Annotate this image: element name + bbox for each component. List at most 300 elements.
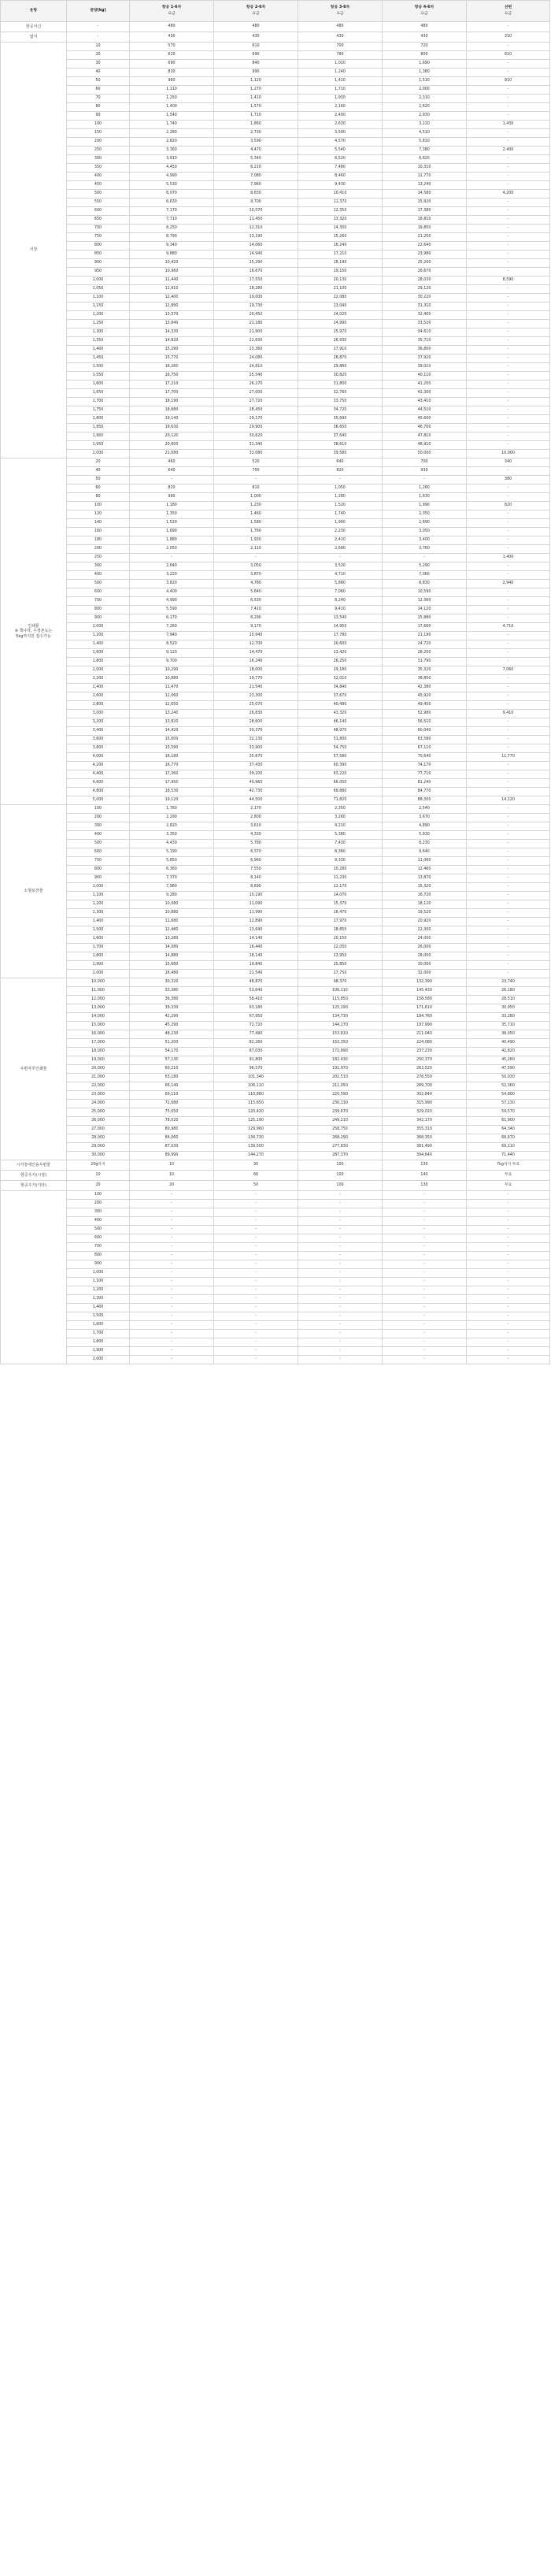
weight-cell: 1,950 xyxy=(67,441,130,450)
rate-cell: 120,420 xyxy=(214,1108,298,1117)
rate-cell: 19,630 xyxy=(130,424,214,432)
rate-cell: 39,010 xyxy=(383,363,467,372)
category-cell xyxy=(1,1191,67,1364)
rate-cell: 58,410 xyxy=(214,996,298,1004)
rate-cell: 18,850 xyxy=(298,926,383,935)
table-row xyxy=(1,727,550,736)
table-row xyxy=(1,1321,550,1330)
header-weight xyxy=(67,1,130,22)
table-row xyxy=(1,268,550,277)
table-row xyxy=(1,406,550,415)
rate-cell: 22,640 xyxy=(383,242,467,251)
rate-cell: 8,290 xyxy=(214,614,298,623)
rate-cell: 9,880 xyxy=(130,251,214,259)
rate-cell: 32,400 xyxy=(383,311,467,320)
table-row xyxy=(1,788,550,796)
rate-cell: 12,360 xyxy=(383,597,467,606)
header-zone-4 xyxy=(383,1,467,22)
rate-cell: - xyxy=(383,1278,467,1286)
weight-cell: 25,000 xyxy=(67,1108,130,1117)
rate-cell: - xyxy=(467,510,550,519)
rate-cell: 61,900 xyxy=(467,1117,550,1126)
rate-cell: - xyxy=(383,554,467,562)
rate-cell: 197,990 xyxy=(383,1022,467,1030)
rate-cell: 810 xyxy=(214,484,298,493)
rate-cell: 1,050 xyxy=(298,484,383,493)
rate-cell: 191,970 xyxy=(298,1065,383,1074)
rate-cell: 75,050 xyxy=(130,1108,214,1117)
rate-cell: - xyxy=(467,762,550,770)
rate-cell: 20 xyxy=(130,1181,214,1191)
rate-cell: - xyxy=(467,337,550,346)
weight-cell: 40 xyxy=(67,69,130,77)
table-row xyxy=(1,1013,550,1022)
table-row xyxy=(1,1234,550,1243)
rate-cell: 24,720 xyxy=(383,640,467,649)
rate-cell: 1,540 xyxy=(130,112,214,121)
weight-cell: 1,100 xyxy=(67,892,130,900)
rate-cell: 700 xyxy=(214,467,298,476)
rate-cell: - xyxy=(383,1234,467,1243)
table-row xyxy=(1,1134,550,1143)
rate-cell: 6,070 xyxy=(130,190,214,199)
weight-cell: 2,000 xyxy=(67,450,130,458)
rate-cell: - xyxy=(467,597,550,606)
rate-cell: 6,370 xyxy=(214,848,298,857)
rate-cell: 570 xyxy=(130,43,214,51)
weight-cell: 700 xyxy=(67,857,130,866)
table-row xyxy=(1,952,550,961)
rate-cell: 6,520 xyxy=(298,155,383,164)
table-row xyxy=(1,259,550,268)
weight-cell: 150 xyxy=(67,129,130,138)
rate-cell: 5,340 xyxy=(214,155,298,164)
rate-cell: 42,380 xyxy=(383,684,467,692)
rate-cell: 14,950 xyxy=(298,623,383,632)
weight-cell: 1,000 xyxy=(67,883,130,892)
rate-cell: - xyxy=(467,632,550,640)
table-row xyxy=(1,1269,550,1278)
rate-cell: - xyxy=(467,571,550,580)
weight-cell: 1,100 xyxy=(67,1278,130,1286)
rate-cell: 29,120 xyxy=(383,285,467,294)
rate-cell: 37,670 xyxy=(298,692,383,701)
table-row xyxy=(1,432,550,441)
rate-cell: 610 xyxy=(130,51,214,60)
rate-cell: - xyxy=(467,398,550,406)
category-cell: 인쇄물 ※ 책나라, 우정본도는 5kg까지만 접수가능 xyxy=(1,458,67,805)
rate-cell: 2,400 xyxy=(298,112,383,121)
rate-cell: 46,140 xyxy=(298,718,383,727)
weight-cell: 100 xyxy=(67,121,130,129)
weight-cell: 21,000 xyxy=(67,1074,130,1082)
rate-cell: 12,480 xyxy=(130,926,214,935)
rate-cell: 610 xyxy=(214,43,298,51)
weight-cell: 4,000 xyxy=(67,753,130,762)
rate-cell: - xyxy=(298,1217,383,1226)
table-row xyxy=(1,155,550,164)
rate-cell: - xyxy=(298,476,383,484)
rate-cell: 3,530 xyxy=(298,562,383,571)
rate-cell: 263,520 xyxy=(383,1065,467,1074)
rate-cell: 830 xyxy=(130,69,214,77)
weight-cell: 1,100 xyxy=(67,294,130,303)
weight-cell: 500 xyxy=(67,580,130,588)
rate-cell: 2,110 xyxy=(214,545,298,554)
rate-cell: 640 xyxy=(298,458,383,467)
rate-cell: - xyxy=(467,242,550,251)
table-row xyxy=(1,380,550,389)
rate-cell: 38,050 xyxy=(467,1030,550,1039)
category-cell: 서장 xyxy=(1,43,67,458)
weight-cell: 1,800 xyxy=(67,658,130,666)
header-category xyxy=(1,1,67,22)
rate-cell: 60 xyxy=(214,1171,298,1181)
rate-cell: - xyxy=(467,1338,550,1347)
rate-cell: 5,930 xyxy=(383,831,467,840)
weight-cell: 250 xyxy=(67,147,130,155)
rate-cell: 6,530 xyxy=(214,597,298,606)
rate-cell: 33,520 xyxy=(383,320,467,328)
rate-cell: 44,500 xyxy=(214,796,298,805)
table-row xyxy=(1,805,550,814)
rate-cell: - xyxy=(467,779,550,788)
table-row xyxy=(1,580,550,588)
rate-cell: 39,200 xyxy=(214,770,298,779)
rate-cell: 24,020 xyxy=(298,311,383,320)
rate-cell: - xyxy=(214,1330,298,1338)
rate-cell: 18,120 xyxy=(383,900,467,909)
rate-cell: 25,850 xyxy=(298,961,383,970)
rate-cell: 22,080 xyxy=(298,294,383,303)
rate-cell: 17,950 xyxy=(130,779,214,788)
weight-cell: 23,000 xyxy=(67,1091,130,1100)
weight-cell: 29,000 xyxy=(67,1143,130,1152)
category-cell: 우편자루인쇄물 xyxy=(1,978,67,1160)
rate-cell: - xyxy=(383,1243,467,1252)
rate-cell: - xyxy=(130,1217,214,1226)
rate-cell: - xyxy=(214,1278,298,1286)
rate-cell: 430 xyxy=(214,32,298,43)
rate-cell: 9,280 xyxy=(130,892,214,900)
weight-cell: 900 xyxy=(67,614,130,623)
rate-cell: - xyxy=(467,684,550,692)
rate-cell: 211,040 xyxy=(383,1030,467,1039)
table-row xyxy=(1,121,550,129)
rate-cell: 10,190 xyxy=(214,892,298,900)
rate-cell: - xyxy=(298,1338,383,1347)
rate-cell: 20,920 xyxy=(383,918,467,926)
rate-cell: - xyxy=(467,909,550,918)
rate-cell: - xyxy=(467,528,550,536)
rate-cell: 115,850 xyxy=(298,996,383,1004)
rate-cell: - xyxy=(467,692,550,701)
rate-cell: 2,050 xyxy=(130,545,214,554)
rate-cell: 840 xyxy=(214,60,298,69)
rate-cell: 690 xyxy=(130,60,214,69)
rate-cell: 11,770 xyxy=(467,753,550,762)
rate-cell: - xyxy=(467,1217,550,1226)
rate-cell: 5,850 xyxy=(130,857,214,866)
rate-cell: - xyxy=(383,1304,467,1312)
rate-cell: 11,060 xyxy=(383,857,467,866)
rate-cell: 30,320 xyxy=(130,978,214,987)
table-row xyxy=(1,1065,550,1074)
table-body xyxy=(1,22,550,1364)
weight-cell: 180 xyxy=(67,536,130,545)
table-row xyxy=(1,831,550,840)
table-row xyxy=(1,372,550,380)
rate-cell: - xyxy=(130,1252,214,1260)
rate-cell: - xyxy=(467,1243,550,1252)
rate-cell: 25,200 xyxy=(383,259,467,268)
rate-cell: 69,110 xyxy=(467,1143,550,1152)
rate-cell: 820 xyxy=(130,484,214,493)
rate-cell: - xyxy=(130,1234,214,1243)
rate-cell: 8,380 xyxy=(298,848,383,857)
rate-cell: 29,170 xyxy=(214,415,298,424)
rate-cell: 35,710 xyxy=(467,1022,550,1030)
rate-cell: - xyxy=(467,112,550,121)
rate-cell: 11,230 xyxy=(298,874,383,883)
rate-cell: 77,490 xyxy=(214,1030,298,1039)
table-row xyxy=(1,1312,550,1321)
rate-cell: 182,430 xyxy=(298,1056,383,1065)
rate-cell: 13,240 xyxy=(130,710,214,718)
rate-cell: 820 xyxy=(467,502,550,510)
rate-cell: 1,270 xyxy=(214,86,298,95)
rate-cell: - xyxy=(214,1321,298,1330)
rate-cell: 16,260 xyxy=(130,363,214,372)
rate-cell: - xyxy=(467,874,550,883)
rate-cell: 2,690 xyxy=(383,519,467,528)
rate-cell: 80,980 xyxy=(130,1126,214,1134)
category-cell: 소형포장물 xyxy=(1,805,67,978)
rate-cell: 13,370 xyxy=(130,311,214,320)
rate-cell: 17,380 xyxy=(383,207,467,216)
rate-cell: 2,800 xyxy=(214,814,298,822)
header-zone-1-label: 항공 1-6차 xyxy=(161,5,182,9)
weight-cell: - xyxy=(67,22,130,32)
rate-cell: - xyxy=(467,944,550,952)
rate-cell: 20,600 xyxy=(130,441,214,450)
weight-cell: 800 xyxy=(67,1252,130,1260)
table-row xyxy=(1,666,550,675)
rate-cell: 100 xyxy=(298,1181,383,1191)
weight-cell: 19,000 xyxy=(67,1056,130,1065)
rate-cell: 1,460 xyxy=(214,510,298,519)
rate-cell: - xyxy=(298,1260,383,1269)
rate-cell: 2,400 xyxy=(467,147,550,155)
rate-cell: - xyxy=(467,424,550,432)
rate-cell: 8,830 xyxy=(214,190,298,199)
table-row xyxy=(1,1286,550,1295)
table-row xyxy=(1,510,550,519)
rate-cell: 37,640 xyxy=(298,432,383,441)
rate-cell: 184,760 xyxy=(383,1013,467,1022)
rate-cell: - xyxy=(467,199,550,207)
rate-cell: - xyxy=(467,701,550,710)
rate-cell: 14,060 xyxy=(214,242,298,251)
rate-cell: 66,050 xyxy=(298,779,383,788)
rate-cell: 12,310 xyxy=(214,225,298,233)
rate-cell: 1,690 xyxy=(130,528,214,536)
rate-cell: - xyxy=(467,848,550,857)
rate-cell: 11,910 xyxy=(130,285,214,294)
rate-cell: 520 xyxy=(214,458,298,467)
rate-cell: - xyxy=(130,1304,214,1312)
rate-cell: 30,820 xyxy=(298,372,383,380)
rate-cell: 2,000 xyxy=(383,86,467,95)
rate-cell: 19,520 xyxy=(383,909,467,918)
table-row xyxy=(1,467,550,476)
weight-cell: 200 xyxy=(67,1200,130,1208)
rate-cell: 125,190 xyxy=(214,1117,298,1126)
rate-cell: 4,710 xyxy=(467,623,550,632)
rate-cell: - xyxy=(467,225,550,233)
rate-cell: 23,950 xyxy=(298,952,383,961)
rate-cell: 17,660 xyxy=(383,623,467,632)
rate-cell: 19,140 xyxy=(130,415,214,424)
rate-cell: - xyxy=(467,406,550,415)
rate-cell: 1,240 xyxy=(298,69,383,77)
rate-cell: 27,720 xyxy=(214,398,298,406)
rate-cell: 96,570 xyxy=(214,1065,298,1074)
rate-cell: 6,210 xyxy=(214,164,298,173)
rate-cell: 3,910 xyxy=(130,155,214,164)
weight-cell: 1,700 xyxy=(67,944,130,952)
rate-cell: 18,190 xyxy=(130,398,214,406)
rate-cell: 31,310 xyxy=(383,303,467,311)
rate-cell: 1,410 xyxy=(298,77,383,86)
weight-cell: 700 xyxy=(67,225,130,233)
rate-cell: 13,540 xyxy=(298,614,383,623)
rate-cell: 31,800 xyxy=(298,380,383,389)
rate-cell: 36,380 xyxy=(130,996,214,1004)
rate-cell: 23,980 xyxy=(383,251,467,259)
weight-cell: 500 xyxy=(67,1226,130,1234)
rate-cell: 14,080 xyxy=(130,944,214,952)
weight-cell: 500 xyxy=(67,190,130,199)
weight-cell: 80 xyxy=(67,493,130,502)
rate-cell: 1,430 xyxy=(467,121,550,129)
table-row xyxy=(1,909,550,918)
rate-cell: 1,580 xyxy=(214,519,298,528)
rate-cell: 67,110 xyxy=(383,744,467,753)
table-row xyxy=(1,424,550,432)
rate-cell: - xyxy=(467,1312,550,1321)
table-row xyxy=(1,129,550,138)
rate-cell: 14,470 xyxy=(214,649,298,658)
weight-cell: 300 xyxy=(67,822,130,831)
weight-cell: 20 xyxy=(67,1181,130,1191)
rate-cell: 144,270 xyxy=(214,1152,298,1160)
rate-cell: 14,880 xyxy=(130,952,214,961)
rate-cell: - xyxy=(467,727,550,736)
rate-cell: 640 xyxy=(130,467,214,476)
rate-cell: 820 xyxy=(298,467,383,476)
rate-cell: - xyxy=(467,303,550,311)
rate-cell: - xyxy=(467,294,550,303)
rate-cell: 40,110 xyxy=(383,372,467,380)
rate-cell: 3,670 xyxy=(383,814,467,822)
rate-cell: 21,100 xyxy=(298,285,383,294)
rate-cell: 230,130 xyxy=(298,1100,383,1108)
rate-cell: 14,330 xyxy=(130,328,214,337)
weight-cell: 800 xyxy=(67,866,130,874)
rate-cell: 289,700 xyxy=(383,1082,467,1091)
rate-cell: 10,280 xyxy=(298,866,383,874)
rate-cell: - xyxy=(298,1200,383,1208)
table-row xyxy=(1,640,550,649)
rate-cell: 91,800 xyxy=(214,1056,298,1065)
rate-cell: - xyxy=(214,1260,298,1269)
rate-cell: 10 xyxy=(130,1171,214,1181)
rate-cell: 28,870 xyxy=(298,354,383,363)
rate-cell: - xyxy=(467,536,550,545)
header-zone-5 xyxy=(467,1,550,22)
rate-cell: 1,350 xyxy=(130,510,214,519)
table-row xyxy=(1,649,550,658)
table-row xyxy=(1,441,550,450)
rate-cell: 72,080 xyxy=(130,1100,214,1108)
weight-cell: 1,200 xyxy=(67,1286,130,1295)
rate-cell: 40,960 xyxy=(214,779,298,788)
rate-cell: 130 xyxy=(383,1181,467,1191)
weight-cell: 1,800 xyxy=(67,1338,130,1347)
rate-cell: 224,080 xyxy=(383,1039,467,1048)
weight-cell: 1,650 xyxy=(67,389,130,398)
rate-cell: 3,760 xyxy=(383,545,467,554)
weight-cell: 1,700 xyxy=(67,1330,130,1338)
rate-cell: - xyxy=(467,268,550,277)
weight-cell: 850 xyxy=(67,251,130,259)
table-row xyxy=(1,866,550,874)
rate-cell: 12,890 xyxy=(214,918,298,926)
rate-cell: 39,330 xyxy=(130,1004,214,1013)
rate-cell: 5,780 xyxy=(214,840,298,848)
rate-cell: 480 xyxy=(298,22,383,32)
rate-cell: 700 xyxy=(383,458,467,467)
table-row xyxy=(1,536,550,545)
weight-cell: 10 xyxy=(67,1171,130,1181)
weight-cell: 27,000 xyxy=(67,1126,130,1134)
rate-cell: - xyxy=(130,1312,214,1321)
rate-cell: - xyxy=(383,1191,467,1200)
rate-cell: 31,790 xyxy=(383,658,467,666)
weight-cell: 1,000 xyxy=(67,623,130,632)
rate-cell: 30 xyxy=(214,1160,298,1171)
rate-cell: 48,910 xyxy=(383,441,467,450)
rate-cell: 3,260 xyxy=(298,814,383,822)
weight-cell: 100 xyxy=(67,805,130,814)
rate-cell: 12,460 xyxy=(383,866,467,874)
rate-cell: 3,050 xyxy=(383,528,467,536)
weight-cell: 700 xyxy=(67,1243,130,1252)
rate-cell: - xyxy=(130,1191,214,1200)
table-row xyxy=(1,164,550,173)
table-row xyxy=(1,1108,550,1117)
rate-cell: 45,600 xyxy=(383,415,467,424)
rate-cell: 3,350 xyxy=(130,831,214,840)
rate-cell: 2,160 xyxy=(298,103,383,112)
weight-cell: 80 xyxy=(67,103,130,112)
table-row xyxy=(1,32,550,43)
rate-cell: 10,590 xyxy=(383,588,467,597)
rate-cell: 6,170 xyxy=(130,614,214,623)
rate-cell: 13,640 xyxy=(214,926,298,935)
weight-cell: 10,000 xyxy=(67,978,130,987)
